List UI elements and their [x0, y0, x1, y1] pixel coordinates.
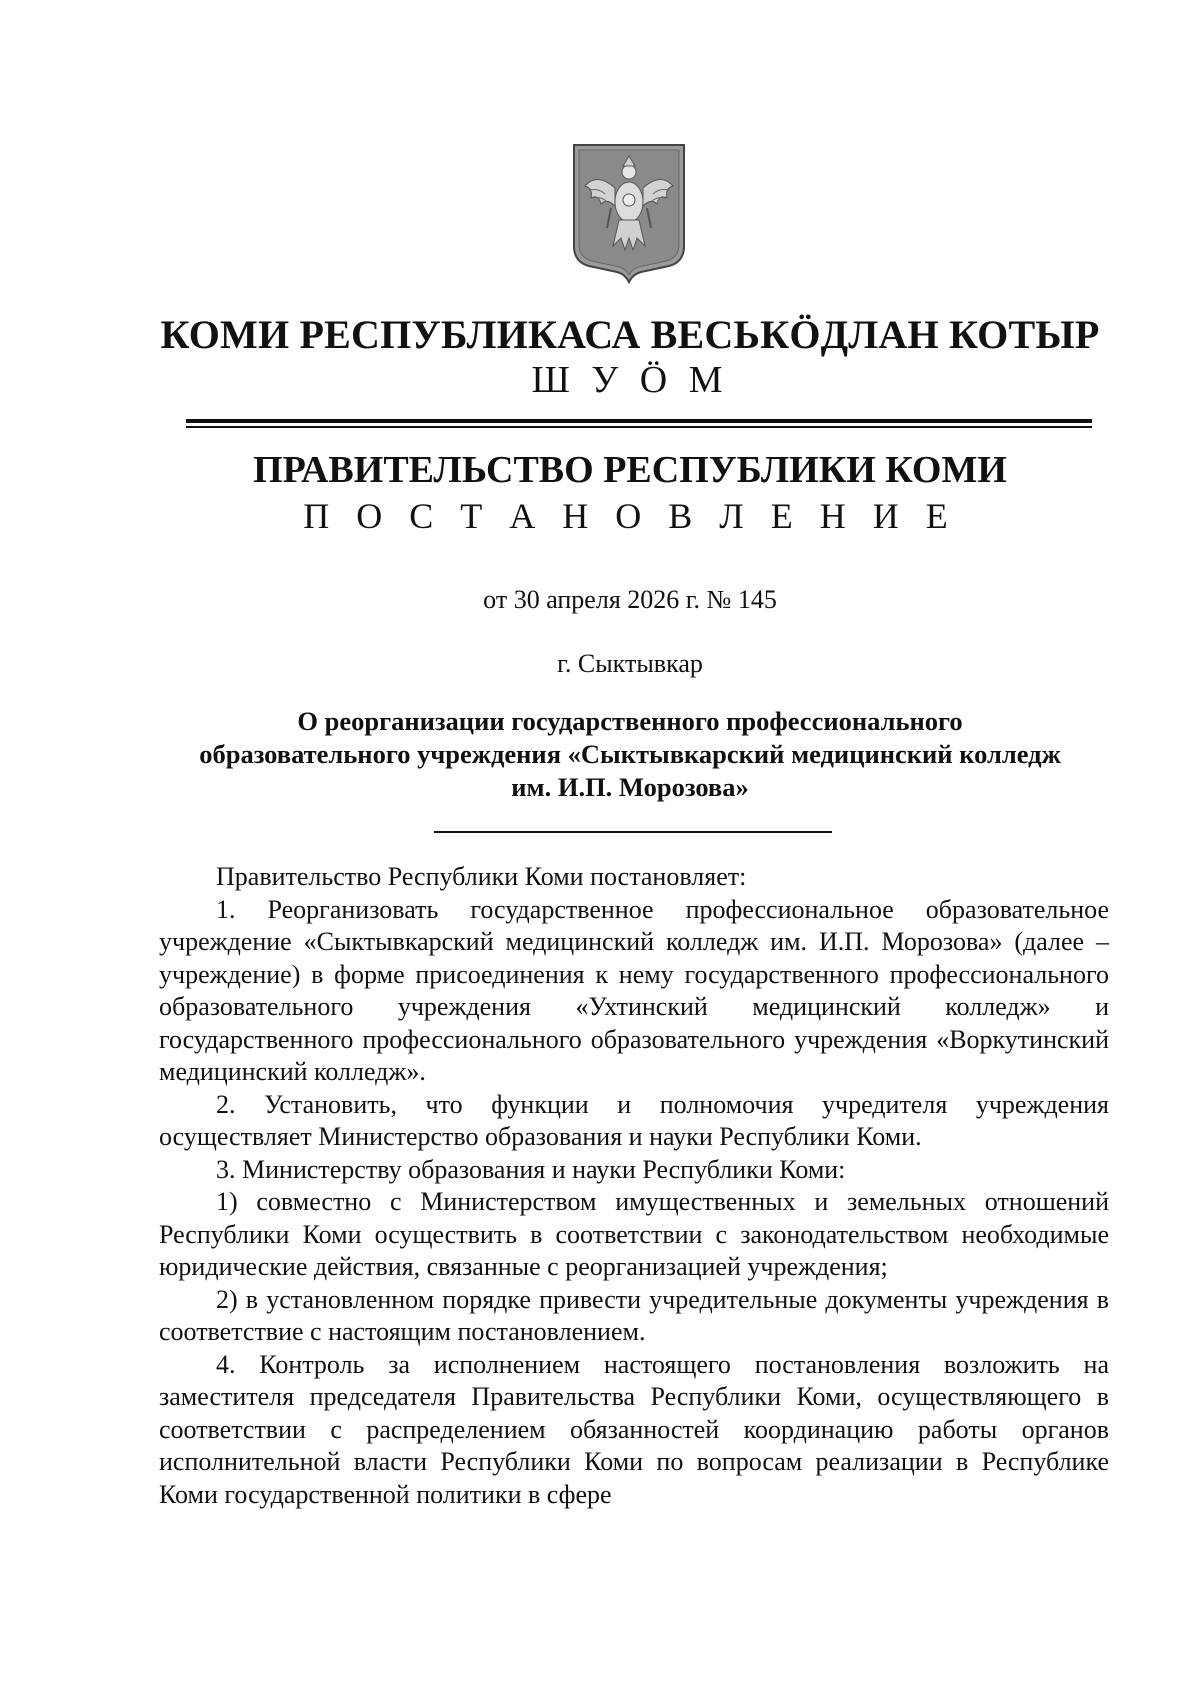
title-underline — [434, 831, 832, 833]
document-date-number: от 30 апреля 2026 г. № 145 — [483, 585, 777, 614]
title-line: им. И.П. Морозова» — [511, 772, 749, 802]
document-title — [150, 705, 1110, 804]
body-paragraph: 2. Установить, что функции и полномочия учредителя учреждения осуществляет Министерство образования и науки Республики Коми. — [159, 1089, 1109, 1151]
body-paragraph: 1. Реорганизовать государственное профессиональное образовательное учреждение «Сыктывкарский медицинский колледж им. И.П. Морозова» (далее – учреждение) в форме присоединения к нему государственного профессионального образовательного учреждения «Ухтинский медицинский колледж» и государственного профессионального образовательного учреждения «Воркутинский медицинский колледж». — [159, 894, 1109, 1086]
body-paragraph: 4. Контроль за исполнением настоящего постановления возложить на заместителя председателя Правительства Республики Коми, осуществляющего в соответствии с распределением обязанностей координацию работы органов исполнительной власти Республики Коми по вопросам реализации в Республике Коми государственной политики в сфере — [159, 1349, 1109, 1509]
document-city: г. Сыктывкар — [557, 649, 703, 678]
body-paragraph: 1) совместно с Министерством имущественных и земельных отношений Республики Коми осуществить в соответствии с законодательством необходимые юридические действия, связанные с реорганизацией учреждения; — [159, 1187, 1109, 1281]
komi-document-type: Ш У Ӧ М — [531, 359, 729, 401]
title-line: образовательного учреждения «Сыктывкарский медицинский колледж — [199, 739, 1061, 769]
title-line: О реорганизации государственного профессионального — [297, 706, 963, 736]
government-title: ПРАВИТЕЛЬСТВО РЕСПУБЛИКИ КОМИ — [253, 449, 1007, 491]
body-paragraph: 3. Министерству образования и науки Республики Коми: — [216, 1154, 846, 1184]
document-type: П О С Т А Н О В Л Е Н И Е — [303, 496, 957, 536]
komi-republic-coat-of-arms-icon — [571, 142, 687, 290]
komi-authority-title: КОМИ РЕСПУБЛИКАСА ВЕСЬКӦДЛАН КОТЫР — [160, 312, 1100, 357]
header-divider-thin — [186, 426, 1092, 428]
body-paragraph: Правительство Республики Коми постановляет: — [216, 862, 747, 891]
document-body — [159, 861, 1109, 1511]
body-paragraph: 2) в установленном порядке привести учредительные документы учреждения в соответствие с настоящим постановлением. — [159, 1284, 1109, 1346]
header-divider-thick — [186, 419, 1092, 423]
